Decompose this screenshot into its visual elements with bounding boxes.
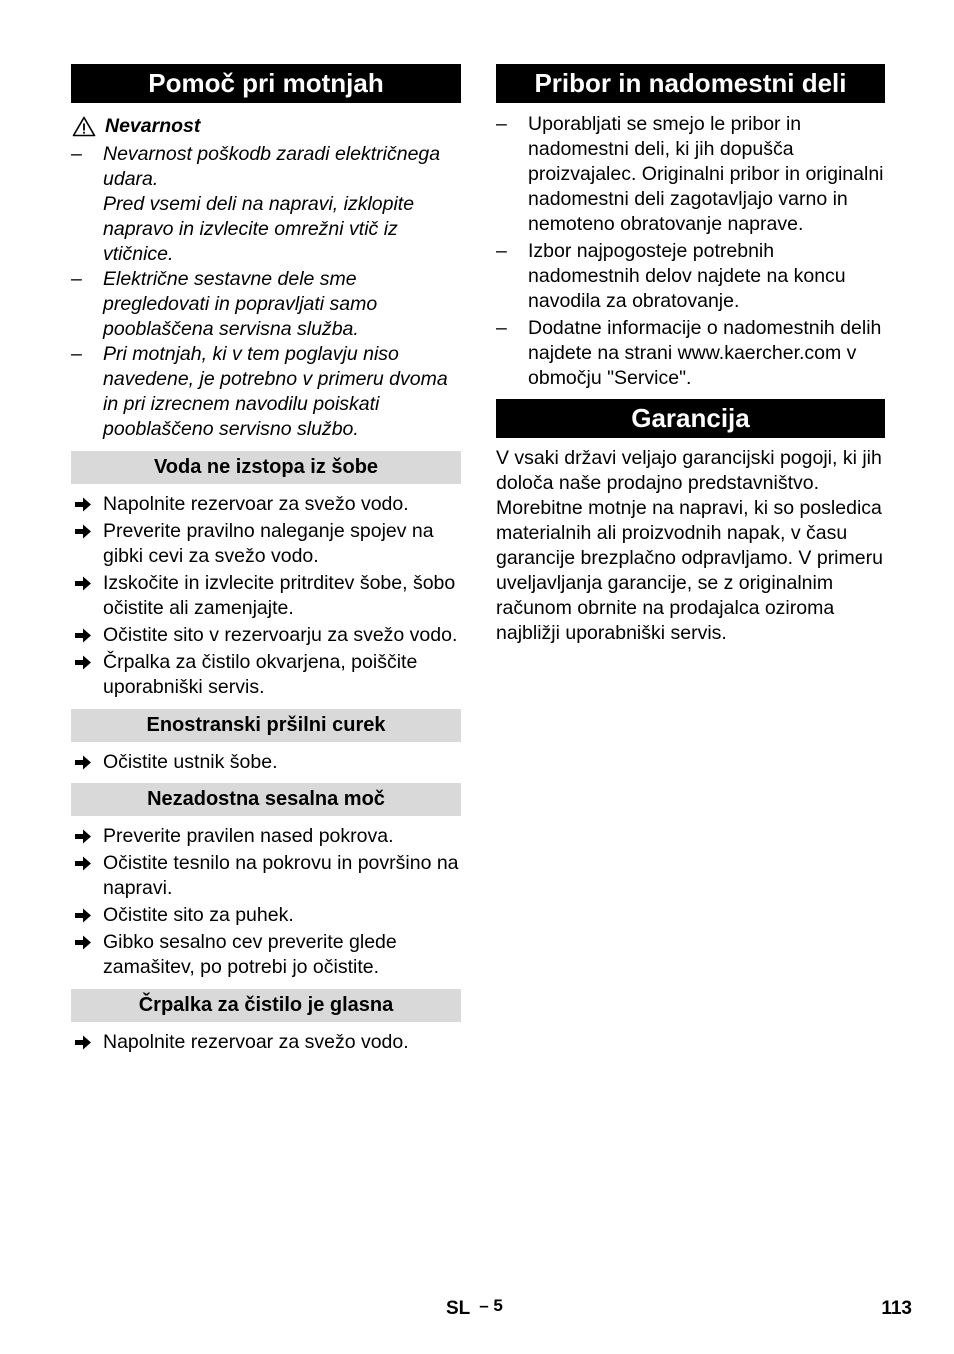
dash-bullet: – [71,268,82,290]
warning-item [71,342,461,442]
warning-list [71,142,461,442]
dash-bullet: – [496,113,507,135]
dash-bullet: – [496,317,507,339]
list-item-text: Očistite sito za puhek. [103,904,294,926]
list-item [71,492,461,517]
list-item [71,519,461,569]
dash-bullet: – [71,143,82,165]
list-item-text: Očistite sito v rezervoarju za svežo vodo. [103,624,458,646]
list-item-text: Napolnite rezervoar za svežo vodo. [103,493,409,515]
list-item [496,316,885,391]
arrow-right-icon [74,855,92,872]
right-column [496,64,885,646]
warning-item-text: Električne sestavne dele sme pregledovati in popravljati samo pooblaščena servisna služba. [103,268,378,340]
list-item-text: Izskočite in izvlecite pritrditev šobe, šobo očistite ali zamenjajte. [103,572,456,619]
language-code: SL [446,1298,470,1319]
arrow-right-icon [74,828,92,845]
dash-bullet: – [71,343,82,365]
list-item-text: Napolnite rezervoar za svežo vodo. [103,1031,409,1053]
list-item [71,851,461,901]
arrow-right-icon [74,1034,92,1051]
arrow-right-icon [74,934,92,951]
section-heading-pump-loud: Črpalka za čistilo je glasna [71,989,461,1022]
arrow-right-icon [74,523,92,540]
section-heading-spray: Enostranski pršilni curek [71,709,461,742]
arrow-right-icon [74,654,92,671]
list-item [71,650,461,700]
warning-item-text: Nevarnost poškodb zaradi električnega udara. [103,143,441,190]
list-item-text: Uporabljati se smejo le pribor in nadomestni deli, ki jih dopušča proizvajalec. Originalni pribor in originalni nadomestni deli zagotavljajo varno in nemoteno obratovanje naprave. [528,113,884,235]
warning-label: Nevarnost [105,115,201,137]
arrow-right-icon [74,754,92,771]
list-item [71,930,461,980]
warning-item-subtext: Pred vsemi deli na napravi, izklopite napravo in izvlecite omrežni vtič iz vtičnice. [103,193,415,265]
warning-header [71,114,461,139]
list-item [71,903,461,928]
list-item-text: Dodatne informacije o nadomestnih delih najdete na strani www.kaercher.com v območju "Service". [528,317,882,389]
arrow-right-icon [74,627,92,644]
accessories-list [496,112,885,391]
section-page-number: – 5 [479,1296,503,1315]
accessories-heading: Pribor in nadomestni deli [496,64,885,103]
no-water-list [71,492,461,700]
warning-item [71,267,461,342]
warning-item-text: Pri motnjah, ki v tem poglavju niso navedene, je potrebno v primeru dvoma in pri izrecnem navodilu poiskati pooblaščeno servisno službo. [103,343,448,440]
suction-list [71,824,461,980]
list-item-text: Očistite ustnik šobe. [103,751,278,773]
section-heading-suction: Nezadostna sesalna moč [71,783,461,816]
list-item [71,623,461,648]
warning-item [71,142,461,267]
arrow-right-icon [74,575,92,592]
warranty-text: V vsaki državi veljajo garancijski pogoji, ki jih določa naše prodajno predstavništvo. Morebitne motnje na napravi, ki so posledica materialnih ali proizvodnih napak, v času garancije brezplačno odpravljamo. V primeru uveljavljanja garancije, se z originalnim računom obrnite na prodajalca oziroma najbližji uporabniški servis. [496,447,883,644]
list-item [496,239,885,314]
list-item-text: Gibko sesalno cev preverite glede zamašitev, po potrebi jo očistite. [103,931,397,978]
arrow-right-icon [74,496,92,513]
list-item-text: Preverite pravilno naleganje spojev na gibki cevi za svežo vodo. [103,520,434,567]
spray-list [71,750,461,775]
warning-triangle-icon [72,116,96,137]
arrow-right-icon [74,907,92,924]
warranty-heading: Garancija [496,399,885,438]
list-item [71,571,461,621]
list-item [71,1030,461,1055]
list-item [496,112,885,237]
page-number: 113 [881,1298,912,1319]
list-item-text: Očistite tesnilo na pokrovu in površino na napravi. [103,852,459,899]
left-column [71,64,461,1055]
list-item-text: Izbor najpogosteje potrebnih nadomestnih delov najdete na koncu navodila za obratovanje. [528,240,846,312]
dash-bullet: – [496,240,507,262]
list-item [71,750,461,775]
list-item [71,824,461,849]
troubleshooting-heading: Pomoč pri motnjah [71,64,461,103]
list-item-text: Črpalka za čistilo okvarjena, poiščite uporabniški servis. [103,651,418,698]
pump-loud-list [71,1030,461,1055]
section-heading-no-water: Voda ne izstopa iz šobe [71,451,461,484]
footer-language [446,1298,503,1320]
list-item-text: Preverite pravilen nased pokrova. [103,825,394,847]
